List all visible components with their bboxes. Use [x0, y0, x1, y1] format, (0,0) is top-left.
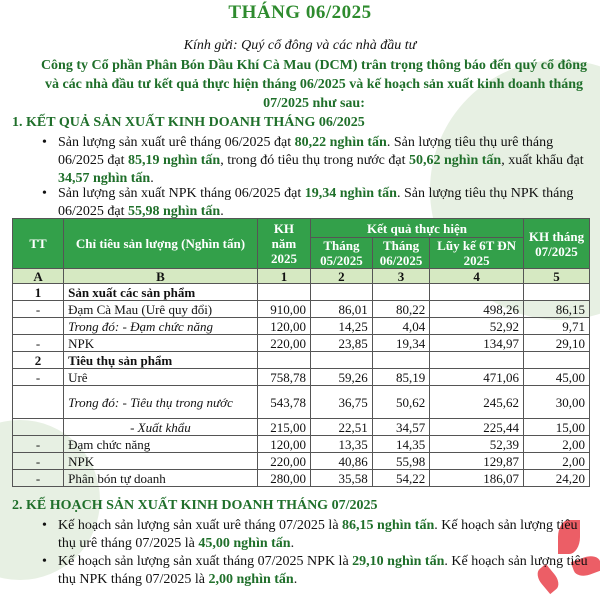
m05-cell: 59,26 [311, 369, 373, 386]
value: 34,57 nghìn tấn [58, 171, 151, 186]
kh-cell: 220,00 [257, 453, 310, 470]
label-cell: Tiêu thụ sản phẩm [64, 352, 258, 369]
table-row [13, 369, 590, 386]
kh07-cell: 45,00 [523, 369, 589, 386]
intro-paragraph: Công ty Cổ phần Phân Bón Dầu Khí Cà Mau (DCM) trân trọng thông báo đến quý cổ đông và các nhà đầu tư kết quả thực hiện tháng 06/2025 và kế hoạch sản xuất kinh doanh tháng 07/2025 như sau: [40, 58, 588, 111]
m05-cell: 23,85 [311, 335, 373, 352]
table-row [13, 301, 590, 318]
kh07-cell: 15,00 [523, 419, 589, 436]
ytd-cell: 245,62 [430, 386, 524, 419]
label-cell: NPK [64, 453, 258, 470]
tt-cell [13, 386, 64, 419]
header-results: Kết quả thực hiện [311, 219, 524, 238]
tt-cell [13, 318, 64, 335]
tt-cell: 2 [13, 352, 64, 369]
m05-cell: 35,58 [311, 470, 373, 487]
table-row [13, 335, 590, 352]
text: , trong đó tiêu thụ trong nước đạt [220, 153, 409, 168]
section-1-heading: 1. KẾT QUẢ SẢN XUẤT KINH DOANH THÁNG 06/2025 [12, 115, 365, 130]
text: . Kế hoạch sản lượng tiêu thụ urê tháng 07/2025 là [58, 518, 578, 551]
ytd-cell: 186,07 [430, 470, 524, 487]
value: 50,62 nghìn tấn [409, 153, 502, 168]
kh07-cell: 2,00 [523, 436, 589, 453]
ytd-cell: 498,26 [430, 301, 524, 318]
m05-cell: 86,01 [311, 301, 373, 318]
value: 29,10 nghìn tấn [352, 554, 445, 569]
header-kh-2025: KH năm 2025 [257, 219, 310, 269]
m06-cell: 55,98 [372, 453, 429, 470]
label-cell: - Xuất khẩu [64, 419, 258, 436]
value: 85,19 nghìn tấn [128, 153, 221, 168]
m05-cell: 40,86 [311, 453, 373, 470]
ytd-cell: 225,44 [430, 419, 524, 436]
table-row [13, 284, 590, 301]
tt-cell: - [13, 335, 64, 352]
index-cell: 1 [257, 269, 310, 284]
index-cell: 5 [523, 269, 589, 284]
label-cell: Đạm Cà Mau (Urê quy đổi) [64, 301, 258, 318]
header-tt: TT [13, 219, 64, 269]
label-cell: Sản xuất các sản phẩm [64, 284, 258, 301]
section-2-heading: 2. KẾ HOẠCH SẢN XUẤT KINH DOANH THÁNG 07/2025 [12, 498, 378, 513]
kh-cell: 758,78 [257, 369, 310, 386]
value: 45,00 nghìn tấn [198, 536, 291, 551]
m06-cell: 80,22 [372, 301, 429, 318]
value: 80,22 nghìn tấn [294, 135, 387, 150]
label-cell: Trong đó: - Đạm chức năng [64, 318, 258, 335]
text: . [150, 171, 154, 186]
m06-cell: 4,04 [372, 318, 429, 335]
m06-cell: 54,22 [372, 470, 429, 487]
header-month-05: Tháng 05/2025 [311, 238, 373, 269]
text: . [293, 572, 298, 587]
kh07-cell: 2,00 [523, 453, 589, 470]
index-cell: 2 [311, 269, 373, 284]
tt-cell [13, 419, 64, 436]
text: Sản lượng sản xuất urê tháng 06/2025 đạt [58, 135, 295, 150]
table-row [13, 352, 590, 369]
results-table [12, 218, 590, 487]
section-1-bullet-2 [58, 185, 588, 221]
kh07-cell: 29,10 [523, 335, 589, 352]
kh-cell: 215,00 [257, 419, 310, 436]
ytd-cell: 471,06 [430, 369, 524, 386]
kh-cell: 910,00 [257, 301, 310, 318]
section-2-bullet-2 [58, 553, 588, 589]
ytd-cell: 52,92 [430, 318, 524, 335]
kh07-cell: 30,00 [523, 386, 589, 419]
label-cell: NPK [64, 335, 258, 352]
kh07-cell: 24,20 [523, 470, 589, 487]
tt-cell: - [13, 301, 64, 318]
label-cell: Phân bón tự doanh [64, 470, 258, 487]
text: Kế hoạch sản lượng sản xuất tháng 07/2025 NPK là [58, 554, 353, 569]
table-row [13, 318, 590, 335]
tt-cell: 1 [13, 284, 64, 301]
value: 19,34 nghìn tấn [304, 186, 397, 201]
kh-cell: 220,00 [257, 335, 310, 352]
m05-cell: 22,51 [311, 419, 373, 436]
table-row [13, 419, 590, 436]
ytd-cell: 129,87 [430, 453, 524, 470]
value: 86,15 nghìn tấn [342, 518, 435, 533]
header-ytd: Lũy kế 6T ĐN 2025 [430, 238, 524, 269]
text: . [290, 536, 295, 551]
text: . Kế hoạch sản lượng tiêu thụ NPK tháng 07/2025 là [58, 554, 588, 587]
text: Kế hoạch sản lượng sản xuất urê tháng 07/2025 là [58, 518, 343, 533]
index-cell: 3 [372, 269, 429, 284]
index-cell: 4 [430, 269, 524, 284]
ytd-cell: 52,39 [430, 436, 524, 453]
kh-cell: 280,00 [257, 470, 310, 487]
text: , xuất khẩu đạt [501, 153, 584, 168]
label-cell: Đạm chức năng [64, 436, 258, 453]
section-2-bullet-1 [58, 517, 588, 553]
ytd-cell: 134,97 [430, 335, 524, 352]
header-month-06: Tháng 06/2025 [372, 238, 429, 269]
index-cell: B [64, 269, 258, 284]
kh07-cell: 9,71 [523, 318, 589, 335]
kh-cell: 120,00 [257, 318, 310, 335]
tt-cell: - [13, 453, 64, 470]
m06-cell: 19,34 [372, 335, 429, 352]
section-1-bullet-1 [58, 134, 588, 188]
m06-cell: 14,35 [372, 436, 429, 453]
label-cell: Urê [64, 369, 258, 386]
tt-cell: - [13, 369, 64, 386]
kh-cell: 543,78 [257, 386, 310, 419]
kh07-cell: 86,15 [523, 301, 589, 318]
text: . [220, 204, 224, 219]
index-cell: A [13, 269, 64, 284]
header-criteria: Chỉ tiêu sản lượng (Nghìn tấn) [64, 219, 258, 269]
text: . Sản lượng tiêu thụ NPK tháng 06/2025 đạt [58, 186, 574, 219]
greeting-line: Kính gửi: Quý cổ đông và các nhà đầu tư [183, 38, 417, 53]
value: 55,98 nghìn tấn [128, 204, 221, 219]
m05-cell: 36,75 [311, 386, 373, 419]
label-cell: Trong đó: - Tiêu thụ trong nước [64, 386, 258, 419]
m05-cell: 13,35 [311, 436, 373, 453]
value: 2,00 nghìn tấn [208, 572, 294, 587]
text: . Sản lượng tiêu thụ urê tháng 06/2025 đạt [58, 135, 554, 168]
header-kh-07: KH tháng 07/2025 [523, 219, 589, 269]
kh-cell: 120,00 [257, 436, 310, 453]
tt-cell: - [13, 470, 64, 487]
m05-cell: 14,25 [311, 318, 373, 335]
table-row [13, 386, 590, 419]
m06-cell: 34,57 [372, 419, 429, 436]
m06-cell: 85,19 [372, 369, 429, 386]
table-row [13, 453, 590, 470]
tt-cell: - [13, 436, 64, 453]
table-row [13, 470, 590, 487]
table-row [13, 436, 590, 453]
page-title: THÁNG 06/2025 [228, 2, 372, 23]
text: Sản lượng sản xuất NPK tháng 06/2025 đạt [58, 186, 305, 201]
m06-cell: 50,62 [372, 386, 429, 419]
index-row [13, 269, 590, 284]
